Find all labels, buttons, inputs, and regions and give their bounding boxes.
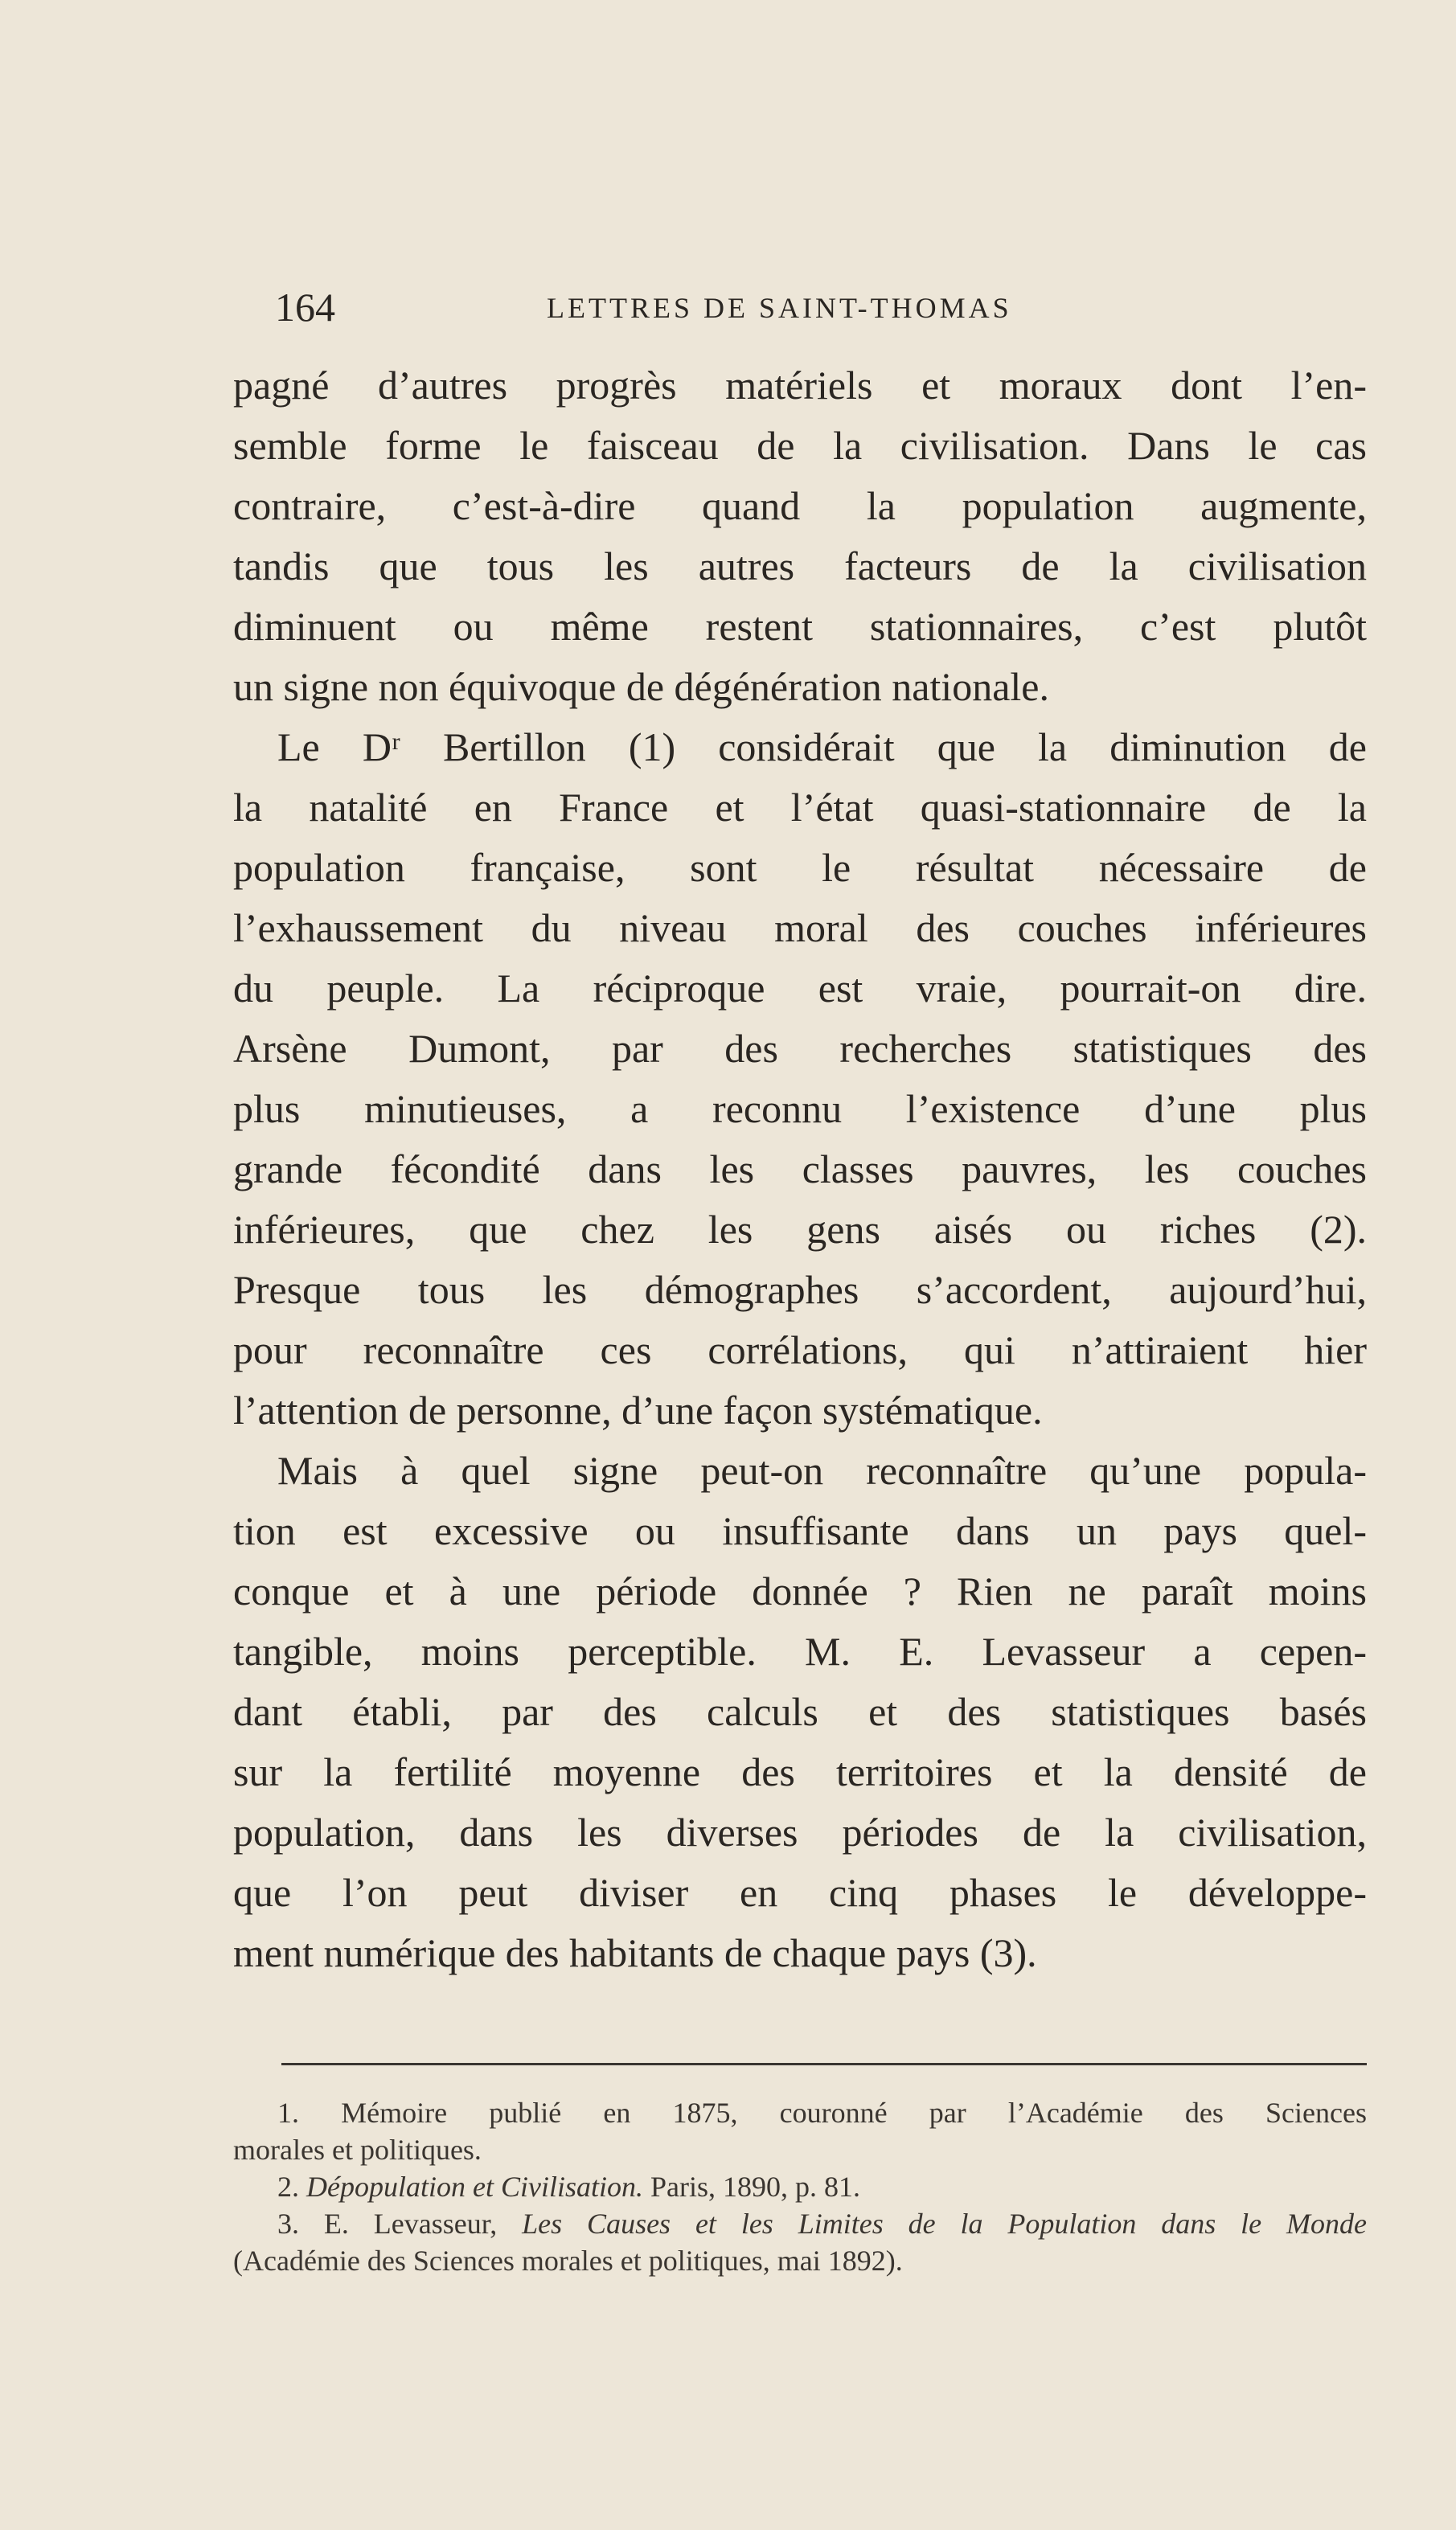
footnote-1-continued: morales et politiques. xyxy=(233,2134,482,2166)
footnote-2 xyxy=(233,2168,1367,2205)
footnote-3 xyxy=(233,2205,1367,2242)
footnote-3-title: Les Causes et les Limites de la Population dans le Monde xyxy=(522,2208,1367,2240)
text-line: Arsène Dumont, par des recherches statistiques des xyxy=(233,1026,1367,1071)
footnote-2-title: Dépopulation et Civilisation. xyxy=(306,2171,643,2203)
text-line: que l’on peut diviser en cinq phases le développe- xyxy=(233,1870,1367,1915)
text-line: grande fécondité dans les classes pauvres, les couches xyxy=(233,1146,1367,1191)
text-line: ment numérique des habitants de chaque pays (3). xyxy=(233,1930,1037,1975)
text-line: sur la fertilité moyenne des territoires et la densité de xyxy=(233,1749,1367,1794)
body-text xyxy=(233,355,1367,1983)
text-line: Presque tous les démographes s’accordent, aujourd’hui, xyxy=(233,1267,1367,1312)
page-header xyxy=(233,283,1359,331)
text-line: tion est excessive ou insuffisante dans un pays quel- xyxy=(233,1508,1367,1553)
text-line: contraire, c’est-à-dire quand la population augmente, xyxy=(233,483,1367,528)
text-line: tangible, moins perceptible. M. E. Levasseur a cepen- xyxy=(233,1629,1367,1674)
text-line: pagné d’autres progrès matériels et moraux dont l’en- xyxy=(233,363,1367,408)
text-line: plus minutieuses, a reconnu l’existence d’une plus xyxy=(233,1086,1367,1131)
text-line: inférieures, que chez les gens aisés ou riches (2). xyxy=(233,1207,1367,1252)
text-line: du peuple. La réciproque est vraie, pourrait-on dire. xyxy=(233,966,1367,1011)
text-line: population française, sont le résultat nécessaire de xyxy=(233,845,1367,890)
text-line: semble forme le faisceau de la civilisation. Dans le cas xyxy=(233,423,1367,468)
footnote-2-details: Paris, 1890, p. 81. xyxy=(650,2171,860,2203)
page-number: 164 xyxy=(275,285,335,330)
footnotes xyxy=(233,2094,1367,2279)
text-line: conque et à une période donnée ? Rien ne paraît moins xyxy=(233,1568,1367,1614)
footnote-1: 1. Mémoire publié en 1875, couronné par l’Académie des Sciences xyxy=(277,2097,1367,2129)
running-title: LETTRES DE SAINT-THOMAS xyxy=(547,292,1012,324)
text-line: Le Dʳ Bertillon (1) considérait que la diminution de xyxy=(277,724,1367,769)
text-line: population, dans les diverses périodes de la civilisation, xyxy=(233,1810,1367,1855)
footnote-3-author: 3. E. Levasseur, xyxy=(277,2208,498,2240)
text-line: dant établi, par des calculs et des statistiques basés xyxy=(233,1689,1367,1734)
footnote-3-continued: (Académie des Sciences morales et politiques, mai 1892). xyxy=(233,2245,903,2277)
text-line: pour reconnaître ces corrélations, qui n’attiraient hier xyxy=(233,1327,1367,1372)
text-line: la natalité en France et l’état quasi-stationnaire de la xyxy=(233,785,1367,830)
footnote-2-number: 2. xyxy=(277,2171,299,2203)
footnote-divider xyxy=(281,2063,1367,2065)
text-line: diminuent ou même restent stationnaires, c’est plutôt xyxy=(233,604,1367,649)
text-line: l’attention de personne, d’une façon systématique. xyxy=(233,1388,1043,1433)
text-line: tandis que tous les autres facteurs de la civilisation xyxy=(233,543,1367,588)
text-line: un signe non équivoque de dégénération nationale. xyxy=(233,664,1049,709)
text-line: Mais à quel signe peut-on reconnaître qu’une popula- xyxy=(277,1448,1367,1493)
text-line: l’exhaussement du niveau moral des couches inférieures xyxy=(233,905,1367,950)
